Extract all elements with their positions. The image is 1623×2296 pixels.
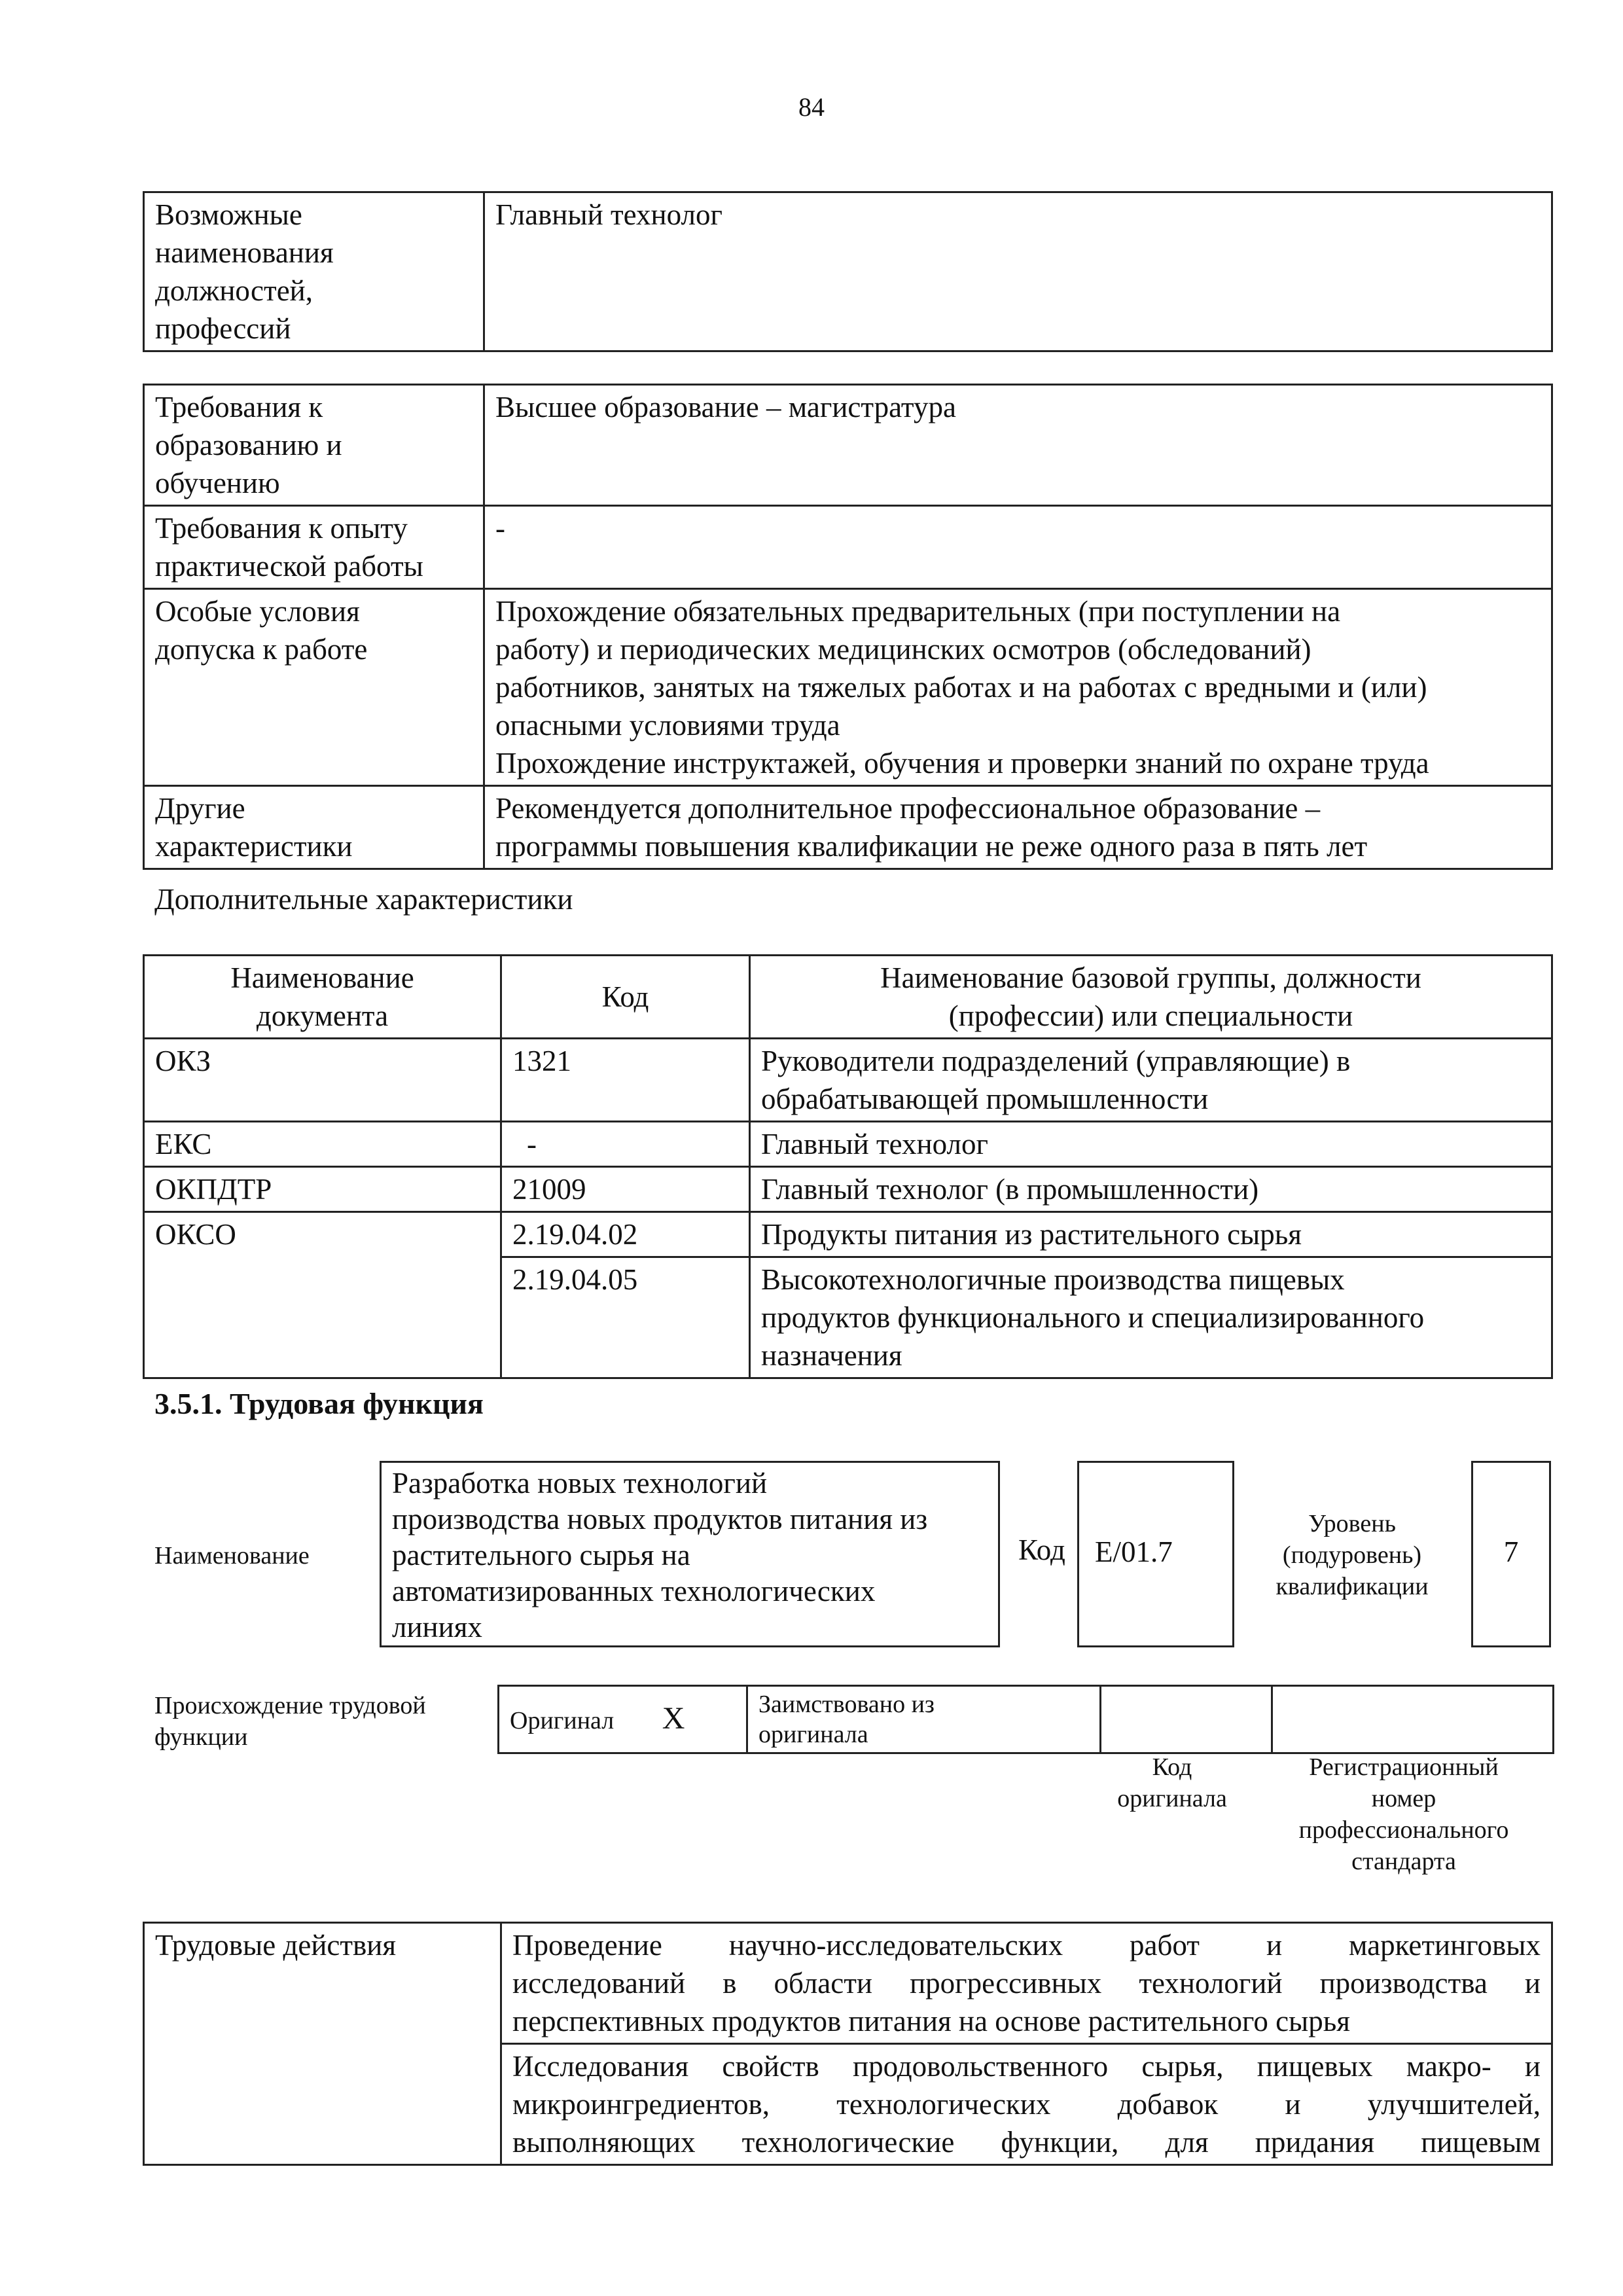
label-line: характеристики	[155, 830, 353, 863]
action-line: исследований в области прогрессивных технологий производства и	[512, 1967, 1541, 2000]
positions-value: Главный технолог	[484, 192, 1552, 351]
registration-number-cell	[1272, 1686, 1554, 1753]
name-line: назначения	[761, 1339, 902, 1372]
label-line: образованию и	[155, 429, 342, 461]
borrowed-label-line: оригинала	[758, 1721, 868, 1748]
level-label-line: Уровень	[1308, 1510, 1396, 1537]
level-label	[1241, 1508, 1463, 1602]
label-line: Особые условия	[155, 595, 360, 628]
origin-label	[154, 1690, 426, 1753]
code-cell: 2.19.04.05	[501, 1257, 750, 1378]
name-cell	[750, 1122, 1552, 1167]
code-value-box	[1077, 1461, 1234, 1647]
header-group	[750, 956, 1552, 1039]
header-line: Наименование базовой группы, должности	[880, 961, 1421, 994]
original-mark: X	[662, 1700, 685, 1736]
function-name-line: линиях	[392, 1611, 482, 1643]
action-line: микроингредиентов, технологических добавок и улучшителей,	[512, 2088, 1541, 2121]
table-row	[144, 1122, 1552, 1167]
name-line: обрабатывающей промышленности	[761, 1083, 1209, 1115]
header-line: (профессии) или специальности	[948, 999, 1353, 1032]
registration-caption-line: Регистрационный	[1309, 1753, 1499, 1781]
requirement-label	[144, 506, 484, 589]
label-line: Требования к опыту	[155, 512, 408, 545]
label-line: Другие	[155, 792, 245, 825]
table-row	[144, 1167, 1552, 1212]
name-line: Высокотехнологичные производства пищевых	[761, 1263, 1345, 1296]
origin-label-line: функции	[154, 1723, 248, 1751]
table-row	[144, 385, 1552, 506]
borrowed-cell	[747, 1686, 1101, 1753]
name-cell	[750, 1039, 1552, 1122]
value-line: Высшее образование – магистратура	[495, 391, 956, 423]
name-line: Главный технолог	[761, 1128, 988, 1160]
table-row	[144, 589, 1552, 786]
header-document	[144, 956, 501, 1039]
value-line: Прохождение обязательных предварительных (при поступлении на	[495, 595, 1341, 628]
level-value-box	[1471, 1461, 1551, 1647]
original-code-cell	[1101, 1686, 1272, 1753]
action-line: Проведение научно-исследовательских работ и маркетинговых	[512, 1929, 1541, 1962]
value-line: работников, занятых на тяжелых работах и на работах с вредными и (или)	[495, 671, 1427, 704]
action-line: выполняющих технологические функции, для придания пищевым	[512, 2126, 1541, 2159]
doc-cell: ОКЗ	[144, 1039, 501, 1122]
positions-label-line: Возможные	[155, 198, 302, 231]
requirement-label	[144, 786, 484, 869]
section-heading: 3.5.1. Трудовая функция	[154, 1387, 484, 1420]
doc-cell: ЕКС	[144, 1122, 501, 1167]
label-line: практической работы	[155, 550, 423, 583]
requirement-value	[484, 506, 1552, 589]
action-item	[501, 2044, 1552, 2165]
code-caption-line: оригинала	[1117, 1785, 1227, 1812]
doc-cell: ОКПДТР	[144, 1167, 501, 1212]
requirement-value	[484, 385, 1552, 506]
level-label-line: (подуровень)	[1282, 1541, 1422, 1569]
origin-label-line: Происхождение трудовой	[154, 1692, 426, 1719]
requirement-value	[484, 786, 1552, 869]
function-name-box	[380, 1461, 1000, 1647]
original-label: Оригинал	[510, 1706, 615, 1734]
function-name-line: растительного сырья на	[392, 1539, 690, 1571]
requirement-label	[144, 385, 484, 506]
registration-caption-line: номер	[1371, 1785, 1436, 1812]
code-cell: 1321	[501, 1039, 750, 1122]
code-caption	[1086, 1751, 1258, 1814]
code-label: Код	[1018, 1534, 1065, 1566]
header-code: Код	[501, 956, 750, 1039]
requirements-table	[143, 384, 1553, 870]
value-line: Рекомендуется дополнительное профессиональное образование –	[495, 792, 1321, 825]
name-cell	[750, 1212, 1552, 1257]
code-cell	[501, 1122, 750, 1167]
name-line: Главный технолог (в промышленности)	[761, 1173, 1259, 1206]
origin-table	[497, 1685, 1554, 1754]
registration-caption-line: стандарта	[1351, 1848, 1456, 1875]
table-row	[144, 1212, 1552, 1257]
requirement-label	[144, 589, 484, 786]
value-line: -	[495, 512, 505, 545]
table-header-row	[144, 956, 1552, 1039]
action-line: перспективных продуктов питания на основе растительного сырья	[512, 2005, 1350, 2037]
code-cell: 2.19.04.02	[501, 1212, 750, 1257]
table-row	[144, 1039, 1552, 1122]
additional-table	[143, 954, 1553, 1379]
name-line: продуктов функционального и специализированного	[761, 1301, 1425, 1334]
label-line: допуска к работе	[155, 633, 368, 666]
header-line: документа	[256, 999, 389, 1032]
borrowed-label-line: Заимствовано из	[758, 1691, 935, 1718]
table-row	[144, 1923, 1552, 2044]
value-line: опасными условиями труда	[495, 709, 840, 742]
positions-label-line: должностей,	[155, 274, 313, 307]
action-item	[501, 1923, 1552, 2044]
code-caption-line: Код	[1152, 1753, 1192, 1781]
code-cell: 21009	[501, 1167, 750, 1212]
positions-label-line: профессий	[155, 312, 291, 345]
function-name-line: Разработка новых технологий	[392, 1467, 768, 1499]
code-text: -	[527, 1128, 537, 1160]
actions-table	[143, 1922, 1553, 2166]
label-line: обучению	[155, 467, 280, 499]
code-value: E/01.7	[1095, 1535, 1173, 1568]
function-name-line: производства новых продуктов питания из	[392, 1503, 928, 1535]
level-label-line: квалификации	[1275, 1573, 1429, 1600]
table-row	[144, 506, 1552, 589]
original-cell	[499, 1686, 747, 1753]
name-cell	[750, 1167, 1552, 1212]
function-name-line: автоматизированных технологических	[392, 1575, 876, 1607]
value-line: Прохождение инструктажей, обучения и проверки знаний по охране труда	[495, 747, 1429, 780]
level-value: 7	[1503, 1535, 1519, 1568]
positions-table	[143, 191, 1553, 352]
header-line: Наименование	[230, 961, 414, 994]
name-line: Руководители подразделений (управляющие) в	[761, 1045, 1351, 1077]
name-cell	[750, 1257, 1552, 1378]
doc-cell: ОКСО	[144, 1212, 501, 1378]
action-line: Исследования свойств продовольственного сырья, пищевых макро- и	[512, 2050, 1541, 2083]
name-line: Продукты питания из растительного сырья	[761, 1218, 1302, 1251]
page-number: 84	[798, 92, 825, 122]
label-line: Требования к	[155, 391, 323, 423]
actions-label: Трудовые действия	[144, 1923, 501, 2165]
name-label: Наименование	[154, 1542, 310, 1570]
additional-title: Дополнительные характеристики	[154, 883, 573, 916]
positions-label-line: наименования	[155, 236, 334, 269]
table-row	[144, 786, 1552, 869]
value-line: программы повышения квалификации не реже одного раза в пять лет	[495, 830, 1368, 863]
positions-label	[144, 192, 484, 351]
value-line: работу) и периодических медицинских осмотров (обследований)	[495, 633, 1311, 666]
registration-caption-line: профессионального	[1298, 1816, 1509, 1844]
requirement-value	[484, 589, 1552, 786]
registration-caption	[1257, 1751, 1551, 1877]
